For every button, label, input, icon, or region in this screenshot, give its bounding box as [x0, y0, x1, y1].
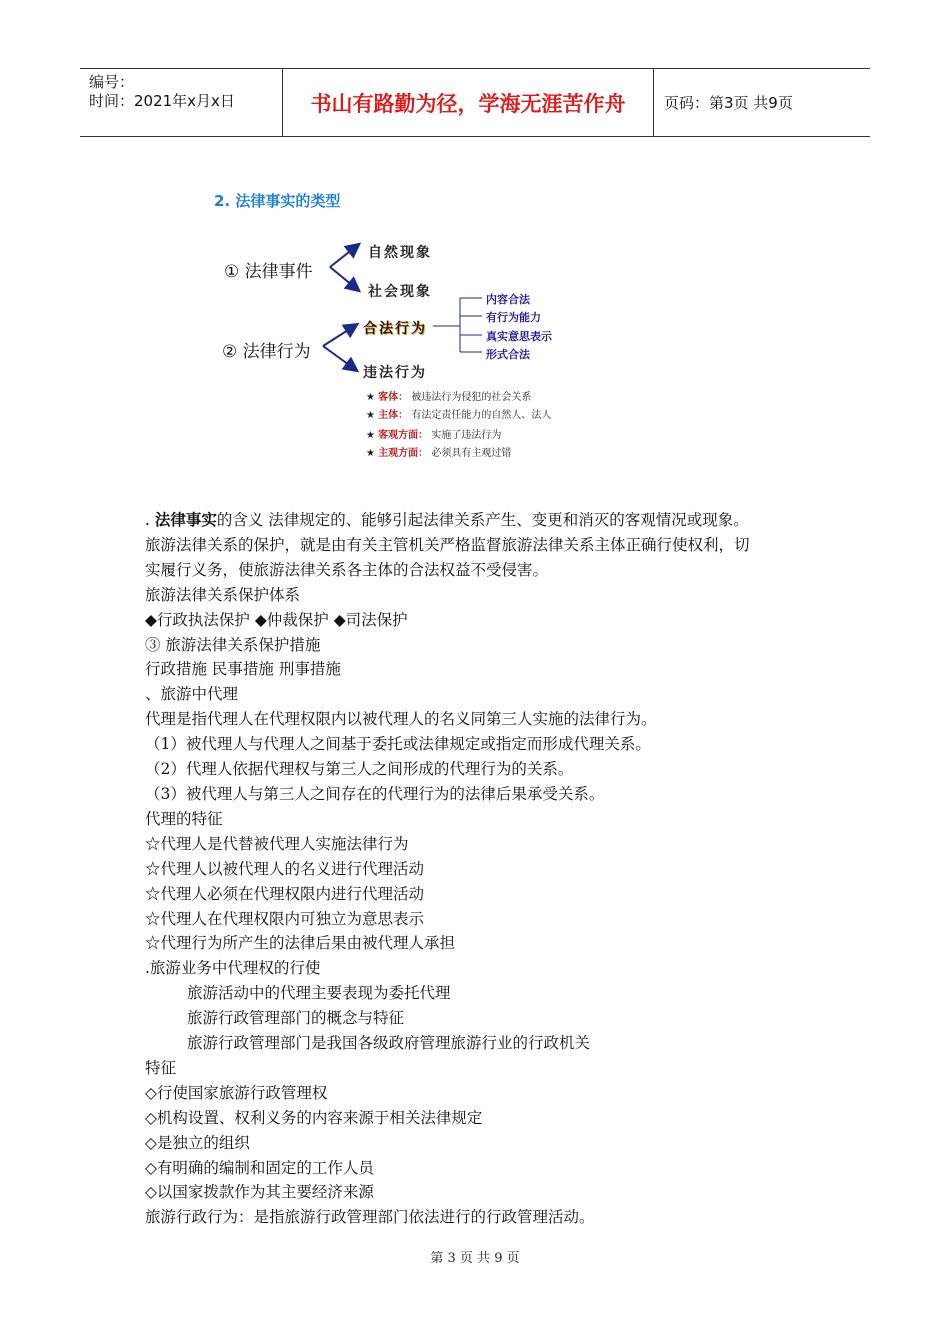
element-key: 主观方面：: [378, 448, 429, 459]
body-line: 旅游行政管理部门是我国各级政府管理旅游行业的行政机关: [187, 1034, 591, 1053]
body-line: ◇以国家拨款作为其主要经济来源: [145, 1183, 374, 1202]
unlawful-element-subjective: [366, 444, 511, 459]
element-key: 客体：: [378, 392, 409, 403]
body-line: 实履行义务，使旅游法律关系各主体的合法权益不受侵害。: [145, 560, 549, 579]
body-text: [145, 508, 845, 1230]
body-line: 代理的特征: [145, 809, 223, 828]
number-label: 编号：: [89, 73, 135, 91]
body-line: .旅游业务中代理权的行使: [145, 959, 321, 978]
condition-form: 形式合法: [486, 348, 530, 361]
body-line: 旅游行政管理部门的概念与特征: [187, 1009, 405, 1028]
unlawful-element-subject: [366, 406, 551, 421]
body-line: 旅游行政行为：是指旅游行政管理部门依法进行的行政管理活动。: [145, 1208, 595, 1227]
unlawful-element-objective: [366, 426, 501, 441]
header-motto: 书山有路勤为径，学海无涯苦作舟: [282, 69, 654, 136]
condition-capacity: 有行为能力: [486, 311, 541, 324]
body-line: ◇机构设置、权利义务的内容来源于相关法律规定: [145, 1108, 483, 1127]
condition-intent: 真实意思表示: [486, 330, 552, 343]
section-title: 2. 法律事实的类型: [214, 192, 341, 210]
body-line: ③ 旅游法律关系保护措施: [145, 635, 321, 654]
body-line: 、旅游中代理: [145, 685, 239, 704]
body-line: 代理是指代理人在代理权限内以被代理人的名义同第三人实施的法律行为。: [145, 710, 657, 729]
condition-content: 内容合法: [486, 293, 530, 306]
star-icon: ★: [366, 392, 375, 403]
body-line: 旅游活动中的代理主要表现为委托代理: [187, 984, 451, 1003]
line-rest: 的含义 法律规定的、能够引起法律关系产生、变更和消灭的客观情况或现象。: [216, 511, 749, 529]
line-prefix: .: [145, 511, 155, 529]
element-key: 主体：: [378, 410, 409, 421]
star-icon: ★: [366, 448, 375, 459]
element-text: 被违法行为侵犯的社会关系: [411, 392, 532, 403]
body-line: 行政措施 民事措施 刑事措施: [145, 660, 341, 679]
element-text: 实施了违法行为: [431, 430, 502, 441]
event-label: ① 法律事件: [224, 262, 313, 282]
body-line: ☆代理人是代替被代理人实施法律行为: [145, 834, 409, 853]
time-label: 时间：2021年x月x日: [89, 92, 235, 110]
body-line: ◇有明确的编制和固定的工作人员: [145, 1158, 374, 1177]
element-key: 客观方面：: [378, 430, 429, 441]
act-arrow-down: [323, 346, 356, 370]
star-icon: ★: [366, 410, 375, 421]
body-line: ◆行政执法保护 ◆仲裁保护 ◆司法保护: [145, 610, 408, 629]
unlawful-act-label: 违法行为: [363, 365, 427, 381]
unlawful-element-object: [366, 388, 531, 403]
body-line: （1）被代理人与代理人之间基于委托或法律规定或指定而形成代理关系。: [145, 735, 651, 754]
lawful-act-label: 合法行为: [363, 321, 427, 337]
body-line: 旅游法律关系保护体系: [145, 585, 301, 604]
event-arrow-down: [330, 267, 358, 290]
event-child-social: 社会现象: [368, 284, 432, 300]
body-line: （2）代理人依据代理权与第三人之间形成的代理行为的关系。: [145, 760, 574, 779]
body-line: ◇是独立的组织: [145, 1133, 250, 1152]
body-line: ☆代理行为所产生的法律后果由被代理人承担: [145, 934, 456, 953]
element-text: 必须具有主观过错: [431, 448, 512, 459]
page-footer: 第 3 页 共 9 页: [430, 1251, 520, 1266]
body-line: 旅游法律关系的保护，就是由有关主管机关严格监督旅游法律关系主体正确行使权利，切: [145, 535, 750, 554]
body-line: [145, 508, 845, 533]
body-line: （3）被代理人与第三人之间存在的代理行为的法律后果承受关系。: [145, 784, 605, 803]
body-line: ☆代理人必须在代理权限内进行代理活动: [145, 884, 425, 903]
act-label: ② 法律行为: [222, 342, 311, 362]
event-arrow-up: [330, 245, 358, 267]
star-icon: ★: [366, 430, 375, 441]
header-page-label: 页码：第3页 共9页: [664, 94, 793, 112]
element-text: 有法定责任能力的自然人、法人: [411, 410, 552, 421]
act-arrow-up: [323, 325, 356, 346]
event-child-natural: 自然现象: [368, 245, 432, 261]
body-line: ☆代理人以被代理人的名义进行代理活动: [145, 859, 425, 878]
body-line: ☆代理人在代理权限内可独立为意思表示: [145, 909, 425, 928]
body-line: 特征: [145, 1058, 177, 1077]
body-line: ◇行使国家旅游行政管理权: [145, 1083, 328, 1102]
term-legal-fact: 法律事实: [154, 511, 217, 529]
